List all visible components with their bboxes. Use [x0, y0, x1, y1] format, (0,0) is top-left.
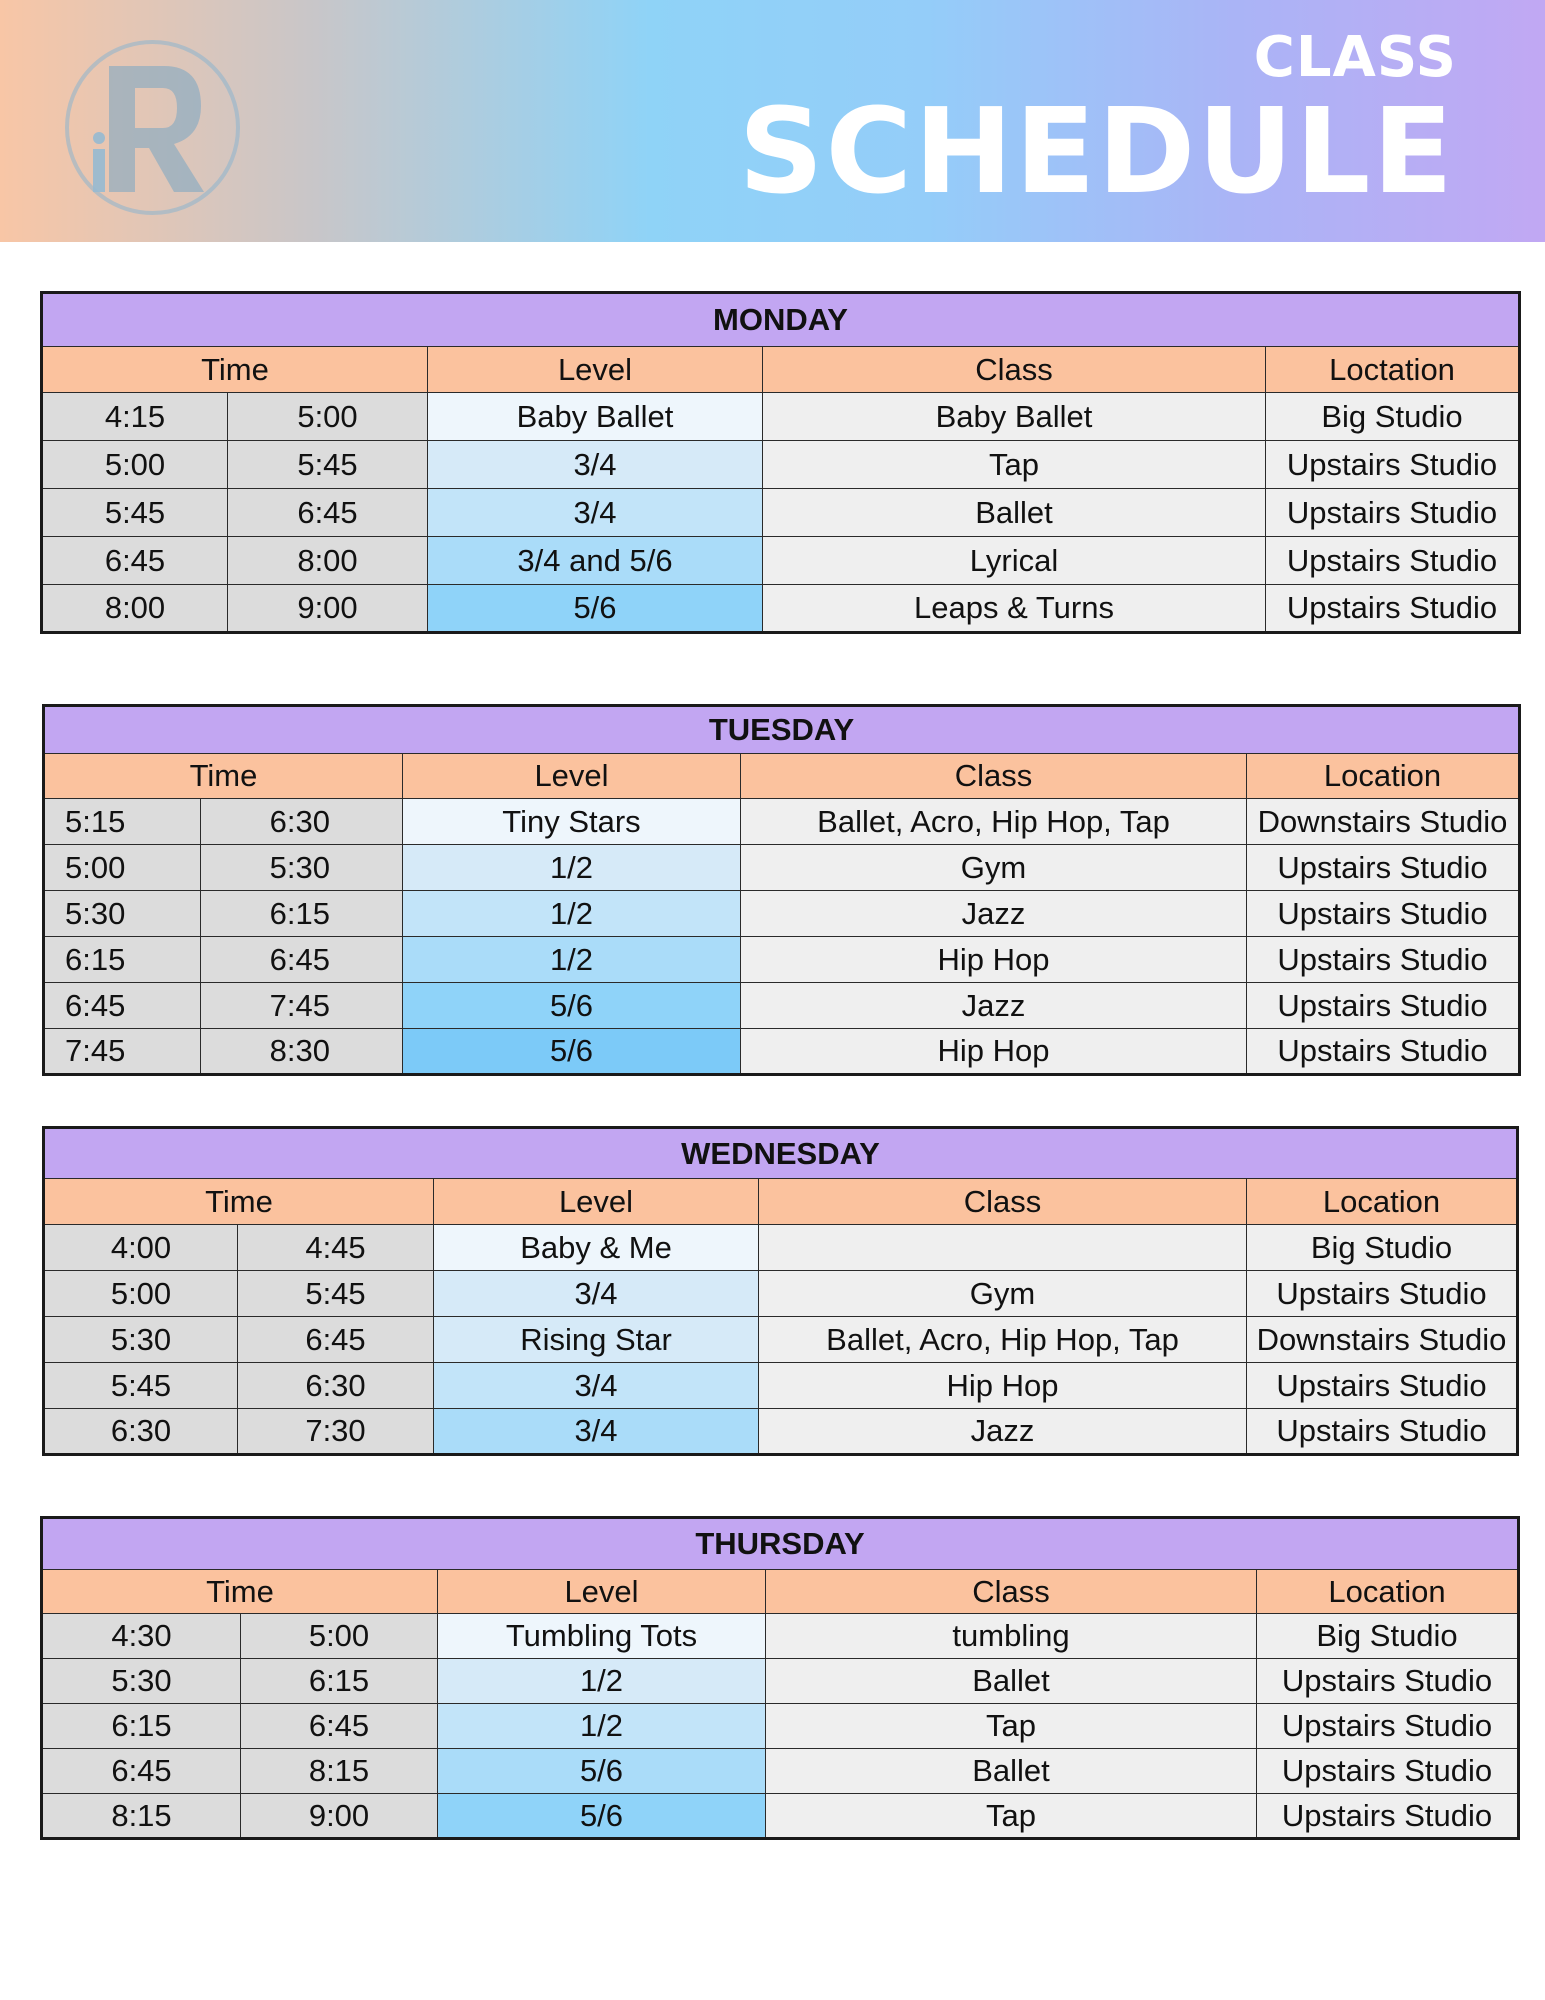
level-cell: 5/6 [428, 585, 763, 633]
class-cell: Tap [766, 1704, 1257, 1749]
start-time: 6:45 [44, 983, 201, 1029]
table-row [44, 983, 1520, 1029]
location-cell: Downstairs Studio [1247, 799, 1520, 845]
level-cell: 3/4 and 5/6 [428, 537, 763, 585]
start-time: 5:30 [44, 1317, 238, 1363]
level-cell: 3/4 [434, 1363, 759, 1409]
table-row [42, 1704, 1519, 1749]
class-cell: Ballet [766, 1659, 1257, 1704]
end-time: 5:00 [241, 1614, 438, 1659]
class-cell: Ballet, Acro, Hip Hop, Tap [741, 799, 1247, 845]
start-time: 6:45 [42, 537, 228, 585]
start-time: 5:00 [42, 441, 228, 489]
end-time: 6:15 [241, 1659, 438, 1704]
location-cell: Upstairs Studio [1257, 1704, 1519, 1749]
location-cell: Big Studio [1266, 393, 1520, 441]
header-time: Time [42, 347, 428, 393]
table-row [42, 489, 1520, 537]
class-cell: tumbling [766, 1614, 1257, 1659]
header-class: Class [763, 347, 1266, 393]
end-time: 5:45 [228, 441, 428, 489]
level-cell: 3/4 [428, 441, 763, 489]
start-time: 6:15 [44, 937, 201, 983]
end-time: 5:00 [228, 393, 428, 441]
end-time: 6:15 [201, 891, 403, 937]
class-cell: Jazz [741, 891, 1247, 937]
end-time: 6:45 [238, 1317, 434, 1363]
class-cell: Gym [759, 1271, 1247, 1317]
level-cell: 5/6 [403, 983, 741, 1029]
studio-logo [65, 40, 240, 215]
level-cell: Rising Star [434, 1317, 759, 1363]
table-row [42, 1794, 1519, 1839]
table-row [42, 1659, 1519, 1704]
table-row [44, 1271, 1518, 1317]
class-cell: Leaps & Turns [763, 585, 1266, 633]
header-class: Class [766, 1570, 1257, 1614]
thursday-schedule-table [40, 1516, 1520, 1840]
class-cell: Jazz [741, 983, 1247, 1029]
end-time: 6:45 [241, 1704, 438, 1749]
header-time: Time [44, 1179, 434, 1225]
tuesday-schedule-table [42, 704, 1521, 1076]
header-level: Level [403, 754, 741, 799]
end-time: 6:45 [228, 489, 428, 537]
header-location: Loctation [1266, 347, 1520, 393]
end-time: 9:00 [228, 585, 428, 633]
monday-schedule-table [40, 291, 1521, 634]
table-row [44, 1029, 1520, 1075]
class-cell: Baby Ballet [763, 393, 1266, 441]
level-cell: 3/4 [434, 1271, 759, 1317]
start-time: 5:00 [44, 1271, 238, 1317]
header-banner [0, 0, 1545, 242]
class-cell: Ballet [763, 489, 1266, 537]
level-cell: 1/2 [438, 1659, 766, 1704]
level-cell: Baby & Me [434, 1225, 759, 1271]
end-time: 6:45 [201, 937, 403, 983]
table-row [42, 537, 1520, 585]
level-cell: 1/2 [438, 1704, 766, 1749]
class-cell: Tap [763, 441, 1266, 489]
end-time: 7:45 [201, 983, 403, 1029]
table-row [44, 937, 1520, 983]
level-cell: Tumbling Tots [438, 1614, 766, 1659]
end-time: 8:30 [201, 1029, 403, 1075]
location-cell: Upstairs Studio [1247, 845, 1520, 891]
table-row [42, 441, 1520, 489]
table-row [44, 891, 1520, 937]
end-time: 6:30 [201, 799, 403, 845]
header-location: Location [1257, 1570, 1519, 1614]
location-cell: Upstairs Studio [1247, 891, 1520, 937]
location-cell: Upstairs Studio [1247, 1029, 1520, 1075]
start-time: 6:15 [42, 1704, 241, 1749]
day-heading: THURSDAY [42, 1518, 1519, 1570]
level-cell: 3/4 [428, 489, 763, 537]
start-time: 5:45 [44, 1363, 238, 1409]
end-time: 9:00 [241, 1794, 438, 1839]
start-time: 4:00 [44, 1225, 238, 1271]
start-time: 5:30 [42, 1659, 241, 1704]
table-row [42, 393, 1520, 441]
class-cell [759, 1225, 1247, 1271]
title-schedule: SCHEDULE [738, 82, 1455, 220]
class-cell: Ballet, Acro, Hip Hop, Tap [759, 1317, 1247, 1363]
header-level: Level [438, 1570, 766, 1614]
location-cell: Upstairs Studio [1257, 1794, 1519, 1839]
start-time: 5:45 [42, 489, 228, 537]
table-row [42, 1614, 1519, 1659]
location-cell: Upstairs Studio [1247, 937, 1520, 983]
start-time: 6:45 [42, 1749, 241, 1794]
level-cell: 1/2 [403, 937, 741, 983]
level-cell: 5/6 [403, 1029, 741, 1075]
location-cell: Upstairs Studio [1257, 1749, 1519, 1794]
location-cell: Upstairs Studio [1247, 1409, 1518, 1455]
table-row [44, 845, 1520, 891]
start-time: 5:30 [44, 891, 201, 937]
table-row [42, 585, 1520, 633]
day-heading: TUESDAY [44, 706, 1520, 754]
day-heading: WEDNESDAY [44, 1128, 1518, 1179]
class-cell: Gym [741, 845, 1247, 891]
level-cell: 1/2 [403, 891, 741, 937]
class-cell: Lyrical [763, 537, 1266, 585]
location-cell: Upstairs Studio [1266, 585, 1520, 633]
end-time: 8:15 [241, 1749, 438, 1794]
location-cell: Upstairs Studio [1247, 1363, 1518, 1409]
end-time: 5:45 [238, 1271, 434, 1317]
class-cell: Jazz [759, 1409, 1247, 1455]
start-time: 6:30 [44, 1409, 238, 1455]
level-cell: Tiny Stars [403, 799, 741, 845]
class-cell: Tap [766, 1794, 1257, 1839]
start-time: 5:00 [44, 845, 201, 891]
header-level: Level [434, 1179, 759, 1225]
location-cell: Upstairs Studio [1266, 537, 1520, 585]
day-heading: MONDAY [42, 293, 1520, 347]
start-time: 8:15 [42, 1794, 241, 1839]
start-time: 5:15 [44, 799, 201, 845]
end-time: 6:30 [238, 1363, 434, 1409]
header-location: Location [1247, 754, 1520, 799]
table-row [44, 1225, 1518, 1271]
class-cell: Hip Hop [759, 1363, 1247, 1409]
end-time: 5:30 [201, 845, 403, 891]
location-cell: Big Studio [1257, 1614, 1519, 1659]
level-cell: 5/6 [438, 1749, 766, 1794]
table-row [44, 1409, 1518, 1455]
location-cell: Downstairs Studio [1247, 1317, 1518, 1363]
end-time: 7:30 [238, 1409, 434, 1455]
header-class: Class [741, 754, 1247, 799]
start-time: 7:45 [44, 1029, 201, 1075]
header-time: Time [44, 754, 403, 799]
end-time: 4:45 [238, 1225, 434, 1271]
level-cell: Baby Ballet [428, 393, 763, 441]
header-time: Time [42, 1570, 438, 1614]
class-cell: Ballet [766, 1749, 1257, 1794]
location-cell: Big Studio [1247, 1225, 1518, 1271]
table-row [44, 799, 1520, 845]
end-time: 8:00 [228, 537, 428, 585]
level-cell: 1/2 [403, 845, 741, 891]
header-location: Location [1247, 1179, 1518, 1225]
header-level: Level [428, 347, 763, 393]
start-time: 4:15 [42, 393, 228, 441]
level-cell: 3/4 [434, 1409, 759, 1455]
header-class: Class [759, 1179, 1247, 1225]
table-row [44, 1363, 1518, 1409]
level-cell: 5/6 [438, 1794, 766, 1839]
location-cell: Upstairs Studio [1257, 1659, 1519, 1704]
table-row [42, 1749, 1519, 1794]
location-cell: Upstairs Studio [1266, 489, 1520, 537]
location-cell: Upstairs Studio [1247, 983, 1520, 1029]
start-time: 4:30 [42, 1614, 241, 1659]
wednesday-schedule-table [42, 1126, 1519, 1456]
location-cell: Upstairs Studio [1266, 441, 1520, 489]
start-time: 8:00 [42, 585, 228, 633]
title-class: CLASS [1253, 25, 1457, 90]
table-row [44, 1317, 1518, 1363]
location-cell: Upstairs Studio [1247, 1271, 1518, 1317]
class-cell: Hip Hop [741, 937, 1247, 983]
class-cell: Hip Hop [741, 1029, 1247, 1075]
logo-mark-icon [69, 44, 236, 211]
